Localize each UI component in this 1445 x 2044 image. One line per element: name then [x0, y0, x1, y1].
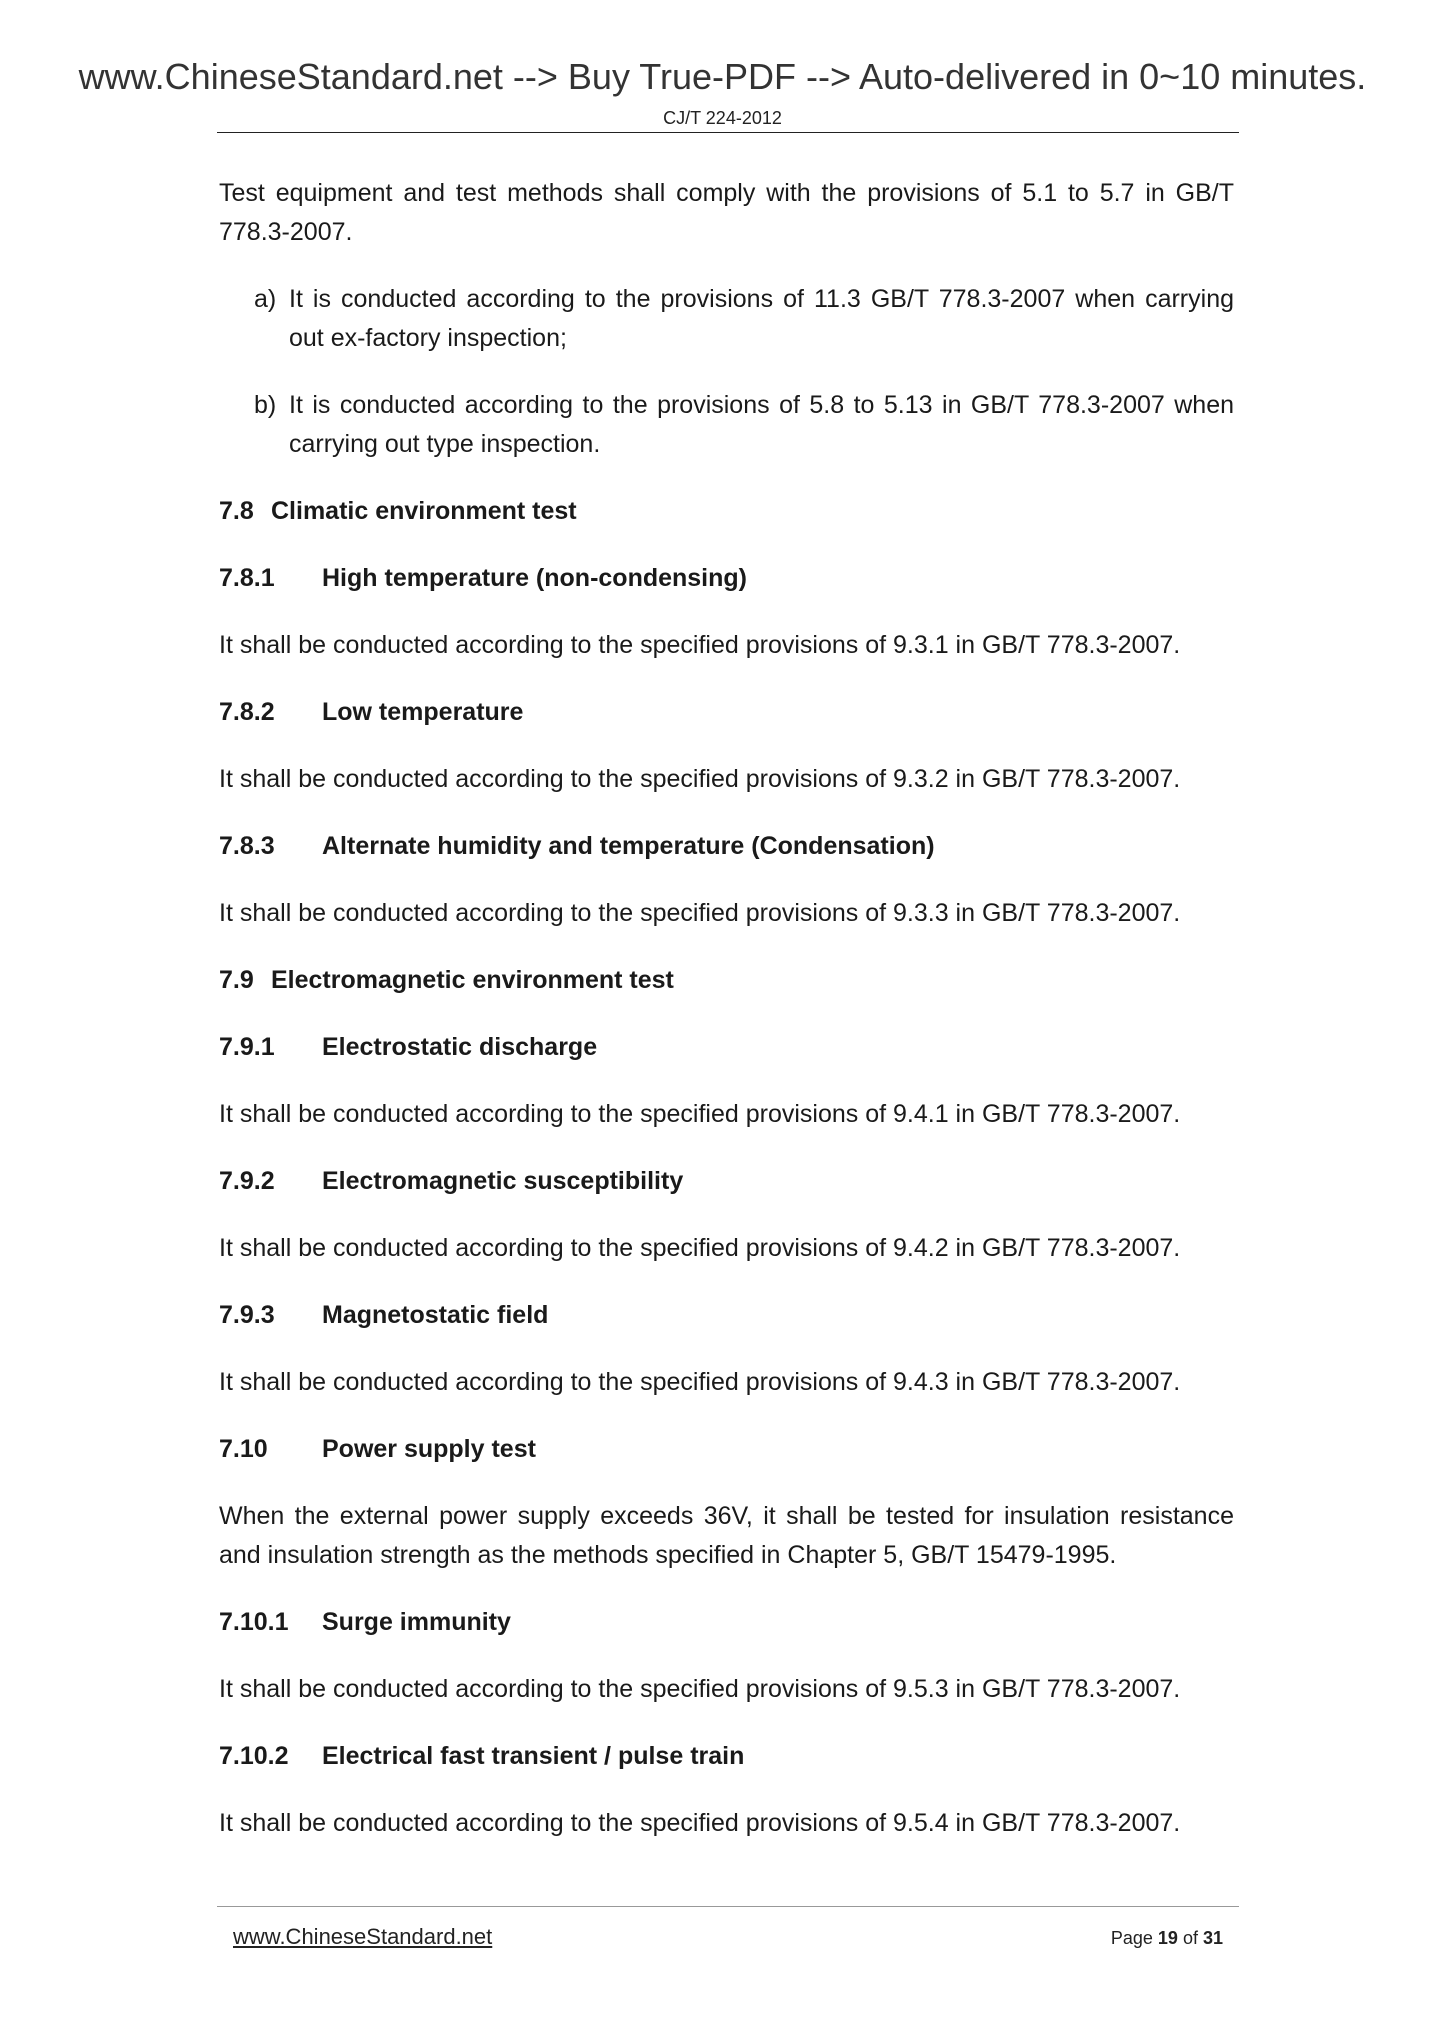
heading-7-9-1: [219, 1028, 1234, 1067]
paragraph-7-9-2: It shall be conducted according to the specified provisions of 9.4.2 in GB/T 778.3-2007.: [219, 1234, 1181, 1262]
page-prefix: Page: [1110, 1928, 1153, 1948]
list-text-a: It is conducted according to the provisions of 11.3 GB/T 778.3-2007 when carrying out ex-factory inspection;: [289, 285, 1234, 352]
heading-7-10-1: [219, 1603, 1234, 1642]
heading-title: Electrostatic discharge: [322, 1033, 598, 1061]
heading-title: Surge immunity: [322, 1608, 511, 1636]
intro-paragraph: Test equipment and test methods shall comply with the provisions of 5.1 to 5.7 in GB/T 778.3-2007.: [219, 179, 1234, 246]
list-item-a: [219, 280, 1234, 358]
paragraph-7-10: When the external power supply exceeds 36V, it shall be tested for insulation resistance and insulation strength as the methods specified in Chapter 5, GB/T 15479-1995.: [219, 1502, 1234, 1569]
heading-7-8: [219, 492, 1234, 531]
heading-7-9: [219, 961, 1234, 1000]
list-item-b: [219, 386, 1234, 464]
heading-title: Electromagnetic susceptibility: [322, 1167, 684, 1195]
heading-7-9-2: [219, 1162, 1234, 1201]
heading-7-8-2: [219, 693, 1234, 732]
heading-title: Electrical fast transient / pulse train: [322, 1742, 745, 1770]
heading-title: Alternate humidity and temperature (Condensation): [322, 832, 935, 860]
heading-number: 7.8.1: [219, 564, 275, 592]
heading-number: 7.8.2: [219, 698, 275, 726]
heading-number: 7.8.3: [219, 832, 275, 860]
list-text-b: It is conducted according to the provisions of 5.8 to 5.13 in GB/T 778.3-2007 when carrying out type inspection.: [289, 391, 1234, 458]
paragraph-7-9-3: It shall be conducted according to the specified provisions of 9.4.3 in GB/T 778.3-2007.: [219, 1368, 1181, 1396]
top-banner: www.ChineseStandard.net --> Buy True-PDF --> Auto-delivered in 0~10 minutes.: [78, 56, 1367, 97]
paragraph-7-8-3: It shall be conducted according to the specified provisions of 9.3.3 in GB/T 778.3-2007.: [219, 899, 1181, 927]
heading-number: 7.9.2: [219, 1167, 275, 1195]
page-current: 19: [1157, 1928, 1178, 1948]
paragraph-7-9-1: It shall be conducted according to the specified provisions of 9.4.1 in GB/T 778.3-2007.: [219, 1100, 1181, 1128]
heading-title: Climatic environment test: [271, 497, 577, 525]
heading-7-10-2: [219, 1737, 1234, 1776]
page-number: [1111, 1928, 1223, 1949]
header-divider: [217, 132, 1239, 133]
heading-number: 7.9.3: [219, 1301, 275, 1329]
heading-number: 7.10.2: [219, 1742, 289, 1770]
heading-title: High temperature (non-condensing): [322, 564, 747, 592]
paragraph-7-8-1: It shall be conducted according to the specified provisions of 9.3.1 in GB/T 778.3-2007.: [219, 631, 1181, 659]
paragraph-7-10-2: It shall be conducted according to the specified provisions of 9.5.4 in GB/T 778.3-2007.: [219, 1809, 1181, 1837]
footer-site-link[interactable]: www.ChineseStandard.net: [233, 1924, 493, 1949]
footer-divider: [217, 1906, 1239, 1907]
paragraph-7-8-2: It shall be conducted according to the specified provisions of 9.3.2 in GB/T 778.3-2007.: [219, 765, 1181, 793]
heading-7-8-1: [219, 559, 1234, 598]
heading-number: 7.10.1: [219, 1608, 289, 1636]
heading-7-9-3: [219, 1296, 1234, 1335]
heading-number: 7.9.1: [219, 1033, 275, 1061]
document-code: CJ/T 224-2012: [663, 108, 782, 128]
heading-number: 7.8: [219, 497, 254, 525]
page-total: 31: [1202, 1928, 1223, 1948]
page-of: of: [1182, 1928, 1198, 1948]
paragraph-7-10-1: It shall be conducted according to the specified provisions of 9.5.3 in GB/T 778.3-2007.: [219, 1675, 1181, 1703]
heading-number: 7.9: [219, 966, 254, 994]
heading-title: Magnetostatic field: [322, 1301, 549, 1329]
heading-title: Electromagnetic environment test: [271, 966, 674, 994]
heading-title: Power supply test: [322, 1435, 536, 1463]
heading-title: Low temperature: [322, 698, 524, 726]
page-content: [219, 174, 1234, 1871]
list-marker-a: a): [254, 285, 277, 313]
heading-7-8-3: [219, 827, 1234, 866]
heading-7-10: [219, 1430, 1234, 1469]
list-marker-b: b): [254, 391, 277, 419]
heading-number: 7.10: [219, 1435, 268, 1463]
